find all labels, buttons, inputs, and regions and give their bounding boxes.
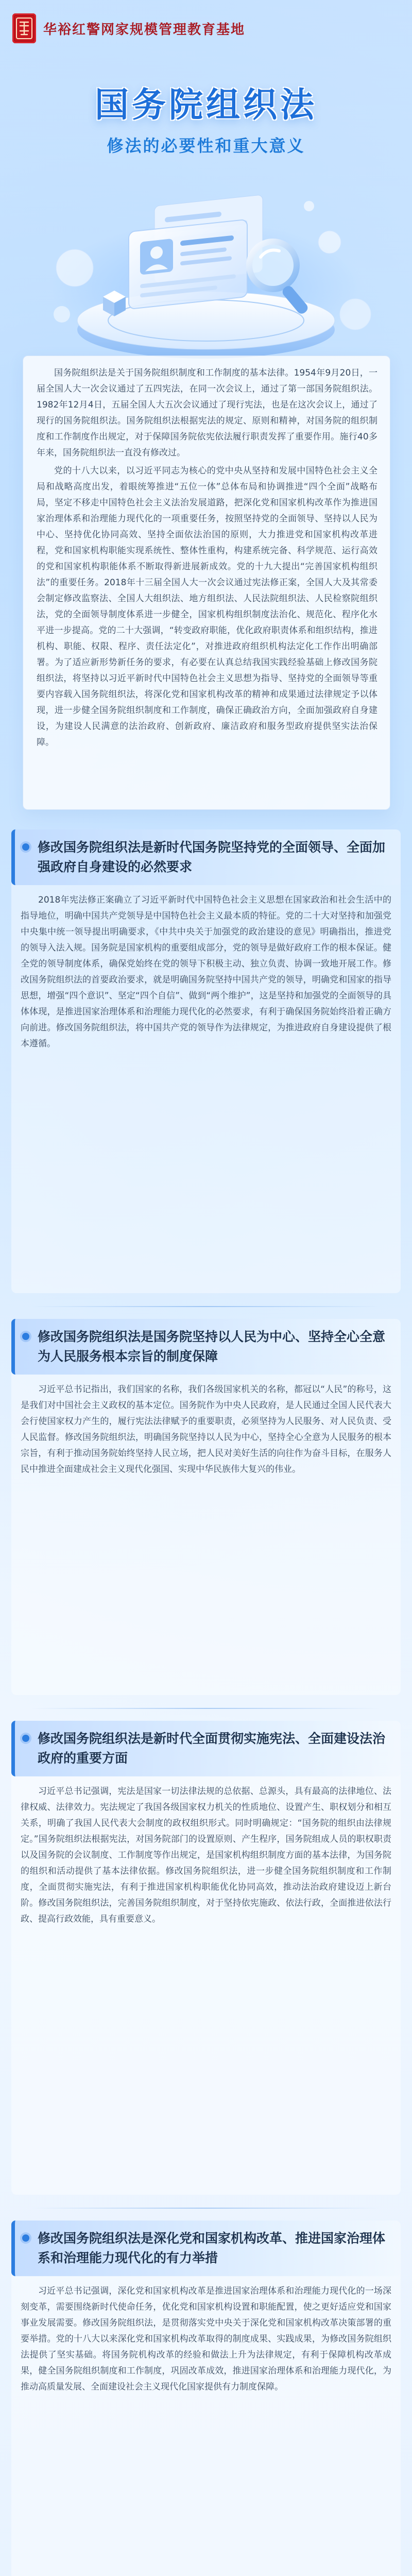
- section-heading-text: 修改国务院组织法是深化党和国家机构改革、推进国家治理体系和治理能力现代化的有力举措: [38, 2231, 386, 2265]
- document-card-icon: [129, 219, 247, 309]
- section-paragraph: 习近平总书记强调，宪法是国家一切法律法规的总依据、总源头，具有最高的法律地位、法律权威、法律效力。宪法规定了我国各级国家权力机关的性质地位、设置产生、职权划分和相互关系，明确了我国人民代表大会制度的政权组织形式。同时明确规定：“国务院的组织由法律规定。”国务院组织法根据宪法，对国务院部门的设置原则、产生程序，国务院组成人员的职权职责以及国务院的会议制度、工作制度等作出规定，是国家机构组织制度方面的基本法律，为国务院的组织和活动提供了基本法律依据。修改国务院组织法，进一步健全国务院组织制度和工作制度，全面贯彻实施宪法，有利于推进国家机构职能优化协同高效，推动法治政府建设迈上新台阶。修改国务院组织法，完善国务院组织制度，对于坚持依宪施政、依法行政，全面推进依法行政、提高行政效能，具有重要意义。: [21, 1786, 391, 1924]
- section-heading: [11, 1721, 401, 1776]
- section-divider: [31, 1708, 381, 1709]
- bullet-dot-icon: [22, 1333, 29, 1340]
- red-seal-logo: [12, 13, 36, 43]
- section-divider: [31, 2208, 381, 2209]
- bubble-decoration: [318, 231, 341, 253]
- brand-title: 华裕红警网家规模管理教育基地: [43, 22, 246, 38]
- bullet-dot-icon: [22, 843, 29, 851]
- section-heading: [11, 829, 401, 885]
- section-paragraph: 2018年宪法修正案确立了习近平新时代中国特色社会主义思想在国家政治和社会生活中的指导地位，明确中国共产党领导是中国特色社会主义最本质的特征。党的二十大对坚持和加强党中央集中统一领导提出明确要求，《中共中央关于加强党的政治建设的意见》明确指出，推进党的领导入法入规。国务院是国家机构的重要组成部分，党的领导是做好政府工作的根本保证。健全党的领导制度体系，确保党始终在党的领导下积极主动、独立负责、协调一致地开展工作。修改国务院组织法的首要政治要求，就是明确国务院坚持中国共产党的领导，明确党和国家的指导思想，增强“四个意识”、坚定“四个自信”、做到“两个维护”，这是坚持和加强党的全面领导的具体体现，是推进国家治理体系和治理能力现代化的必然要求，有利于确保国务院始终沿着正确方向前进。修改国务院组织法，将中国共产党的领导作为法律规定，为推进政府自身建设提供了根本遵循。: [21, 895, 391, 1049]
- hero-title: 国务院组织法: [95, 85, 317, 125]
- section-divider: [31, 1306, 381, 1307]
- section-1: [11, 829, 401, 1293]
- intro-paragraph: 国务院组织法是关于国务院组织制度和工作制度的基本法律。1954年9月20日，一届全国人大一次会议通过了五四宪法，在同一次会议上，通过了第一部国务院组织法。1982年12月4日，五届全国人大五次会议通过了现行宪法，也是在这次会议上，通过了现行的国务院组织法。国务院组织法根据宪法的规定、原则和精神，对国务院的组织制度和工作制度作出规定，对于保障国务院依宪依法履行职责发挥了重要作用。施行40多年来，国务院组织法一直没有修改过。: [37, 368, 377, 458]
- bubble-decoration: [340, 299, 371, 330]
- section-heading-text: 修改国务院组织法是国务院坚持以人民为中心、坚持全心全意为人民服务根本宗旨的制度保障: [38, 1329, 386, 1364]
- bubble-decoration: [56, 249, 93, 286]
- section-body: [11, 885, 401, 1057]
- section-body: [11, 2276, 401, 2400]
- section-heading-text: 修改国务院组织法是新时代国务院坚持党的全面领导、全面加强政府自身建设的必然要求: [38, 840, 386, 874]
- intro-paragraph: 党的十八大以来，以习近平同志为核心的党中央从坚持和发展中国特色社会主义全局和战略高度出发，着眼统筹推进“五位一体”总体布局和协调推进“四个全面”战略布局，坚定不移走中国特色社会主义法治发展道路，把深化党和国家机构改革作为推进国家治理体系和治理能力现代化的一项重要任务，按照坚持党的全面领导、坚持以人民为中心、坚持优化协同高效、坚持全面依法治国的原则，大力推进党和国家机构改革进程，党和国家机构职能实现系统性、整体性重构，构建系统完备、科学规范、运行高效的党和国家机构职能体系不断取得新进展新成效。党的十九大提出“完善国家机构组织法”的重要任务。2018年十三届全国人大一次会议通过宪法修正案，全国人大及其常委会制定修改监察法、全国人大组织法、地方组织法、人民法院组织法、人民检察院组织法，党的全面领导制度体系进一步健全，国家机构组织制度法治化、规范化、程序化水平进一步提高。党的二十大强调，“转变政府职能，优化政府职责体系和组织结构，推进机构、职能、权限、程序、责任法定化”，对推进政府组织机构法定化工作作出明确部署。为了适应新形势新任务的要求，有必要在认真总结我国实践经验基础上修改国务院组织法，将坚持以习近平新时代中国特色社会主义思想为指导、坚持党的全面领导等重要内容载入国务院组织法，将深化党和国家机构改革的精神和成果通过法律规定予以体现，进一步健全国务院组织制度和工作制度，确保正确政治方向，全面加强政府自身建设，为建设人民满意的法治政府、创新政府、廉洁政府和服务型政府提供坚实法治保障。: [37, 466, 377, 748]
- section-paragraph: 习近平总书记强调，深化党和国家机构改革是推进国家治理体系和治理能力现代化的一场深刻变革，需要围绕新时代使命任务，优化党和国家机构设置和职能配置，使之更好适应党和国家事业发展需要。修改国务院组织法，是贯彻落实党中央关于深化党和国家机构改革决策部署的重要举措。党的十八大以来深化党和国家机构改革取得的制度成果、实践成果，为修改国务院组织法提供了坚实基础。将国务院机构改革的经验和做法上升为法律规定，有利于保障机构改革成果，健全国务院组织制度和工作制度，巩固改革成效，推进国家治理体系和治理能力现代化，为推动高质量发展、全面建设社会主义现代化国家提供有力制度保障。: [21, 2286, 391, 2392]
- intro-card: [23, 355, 390, 810]
- section-heading: [11, 2221, 401, 2276]
- hero-illustration: [0, 160, 412, 376]
- bullet-dot-icon: [22, 2234, 29, 2242]
- bullet-dot-icon: [22, 1735, 29, 1742]
- section-2: [11, 1319, 401, 1695]
- brand-header: [12, 10, 400, 46]
- bubble-decoration: [54, 306, 70, 323]
- intro-text: [37, 365, 377, 753]
- section-body: [11, 1375, 401, 1483]
- section-heading-text: 修改国务院组织法是新时代全面贯彻实施宪法、全面建设法治政府的重要方面: [38, 1731, 386, 1766]
- section-heading: [11, 1319, 401, 1375]
- section-4: [11, 2221, 401, 2576]
- bubble-decoration: [304, 201, 314, 211]
- seal-icon: [15, 17, 33, 40]
- section-paragraph: 习近平总书记指出，我们国家的名称，我们各级国家机关的名称，都冠以“人民”的称号，这是我们对中国社会主义政权的基本定位。国务院作为中央人民政府，是人民通过全国人民代表大会行使国家权力产生的，履行宪法法律赋予的重要职责，必须坚持为人民服务、对人民负责、受人民监督。修改国务院组织法，明确国务院坚持以人民为中心，坚持全心全意为人民服务的根本宗旨，有利于推动国务院始终坚持人民立场，把人民对美好生活的向往作为奋斗目标，在服务人民中推进全面建成社会主义现代化强国、实现中华民族伟大复兴的伟业。: [21, 1384, 391, 1475]
- section-body: [11, 1776, 401, 1933]
- section-3: [11, 1721, 401, 2195]
- hero-subtitle: 修法的必要性和重大意义: [107, 136, 305, 156]
